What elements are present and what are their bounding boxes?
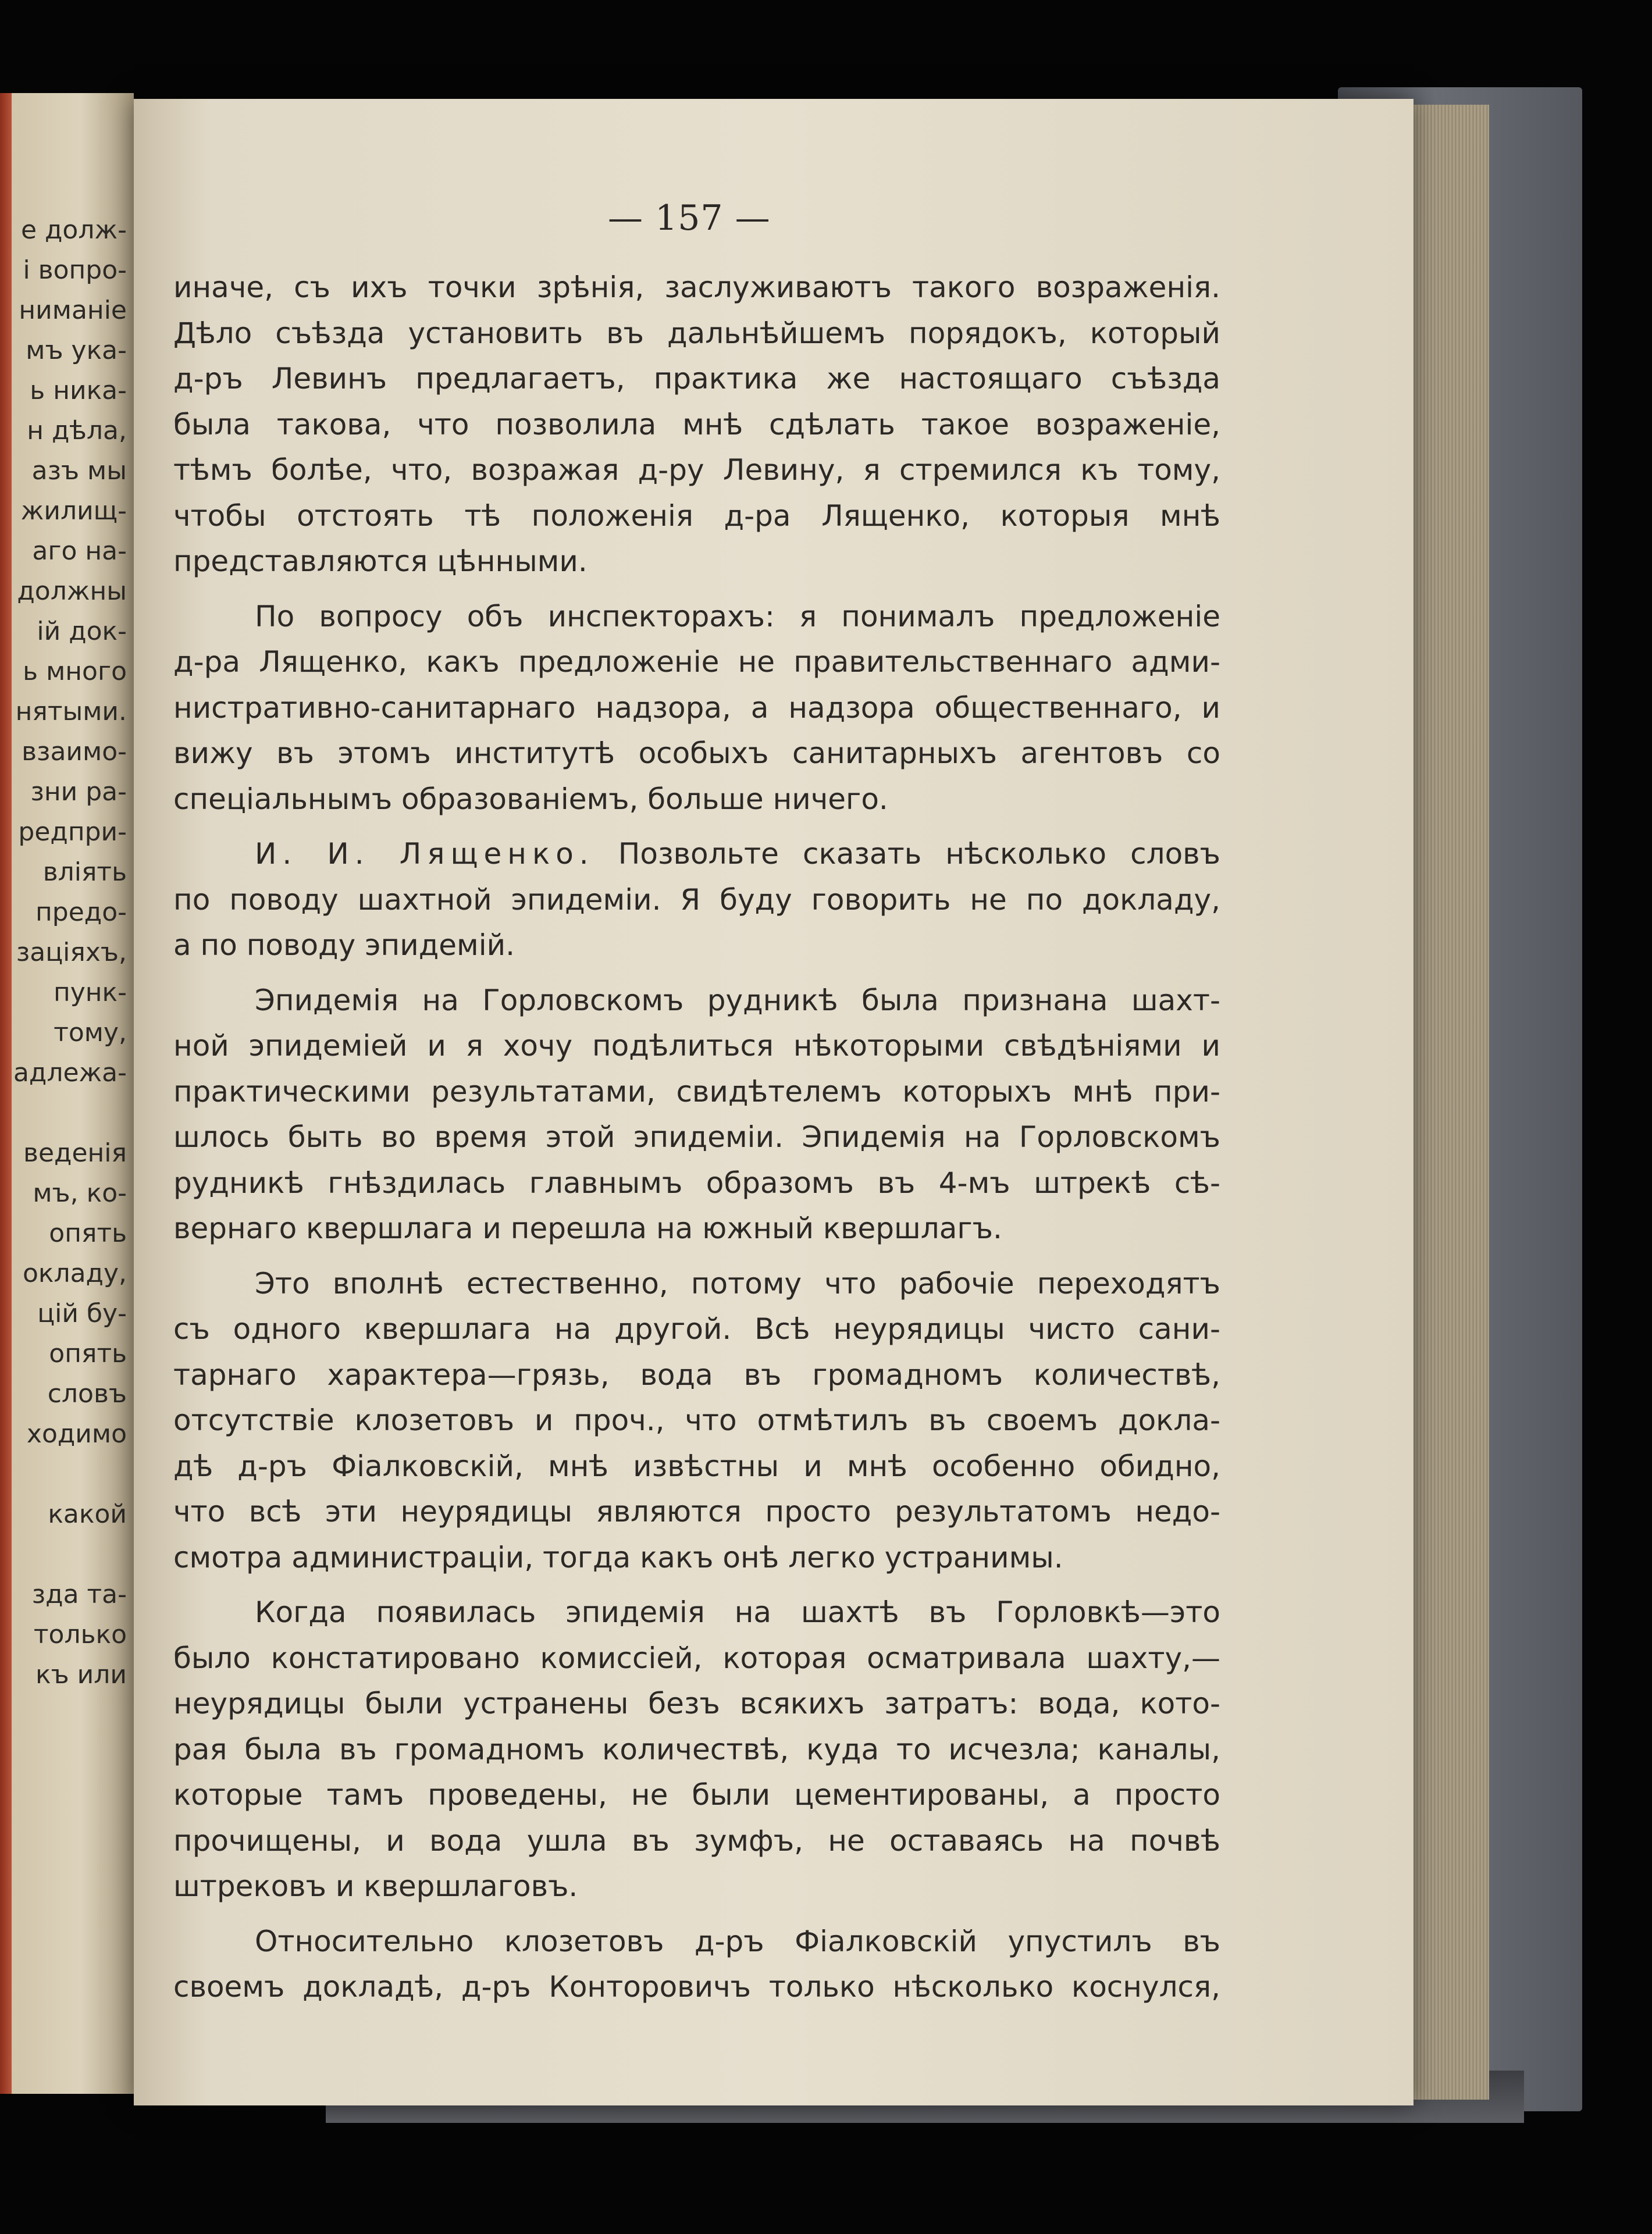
left-page [0, 93, 134, 2094]
left-page-line: къ или [35, 1660, 127, 1690]
left-page-line: адлежа- [13, 1058, 127, 1088]
left-page-line: пунк- [53, 978, 127, 1007]
text-line: рая была въ громадномъ количествѣ, куда то исчезла; каналы, [173, 1732, 1220, 1766]
text-line: Эпидемія на Горловскомъ рудникѣ была признана шахт- [255, 983, 1220, 1017]
left-page-line: е долж- [20, 215, 127, 245]
text-line: д-ръ Левинъ предлагаетъ, практика же настоящаго съѣзда [173, 362, 1220, 396]
paragraph [173, 1261, 1220, 1581]
left-page-line: взаимо- [22, 737, 127, 767]
text-line: нистративно-санитарнаго надзора, а надзора общественнаго, и [173, 690, 1220, 725]
left-page-line: ходимо [26, 1419, 127, 1449]
left-page-line: веденія [23, 1138, 127, 1168]
text-line: Относительно клозетовъ д-ръ Фіалковскій упустилъ въ [255, 1924, 1220, 1958]
text-line: чтобы отстоять тѣ положенія д-ра Лященко, которыя мнѣ [173, 498, 1220, 533]
left-page-line: вліять [42, 857, 127, 887]
text-line: отсутствіе клозетовъ и проч., что отмѣтилъ въ своемъ доклa- [173, 1403, 1220, 1437]
text-line: которые тамъ проведены, не были цементированы, а просто [173, 1778, 1220, 1812]
text-line: по поводу шахтной эпидеміи. Я буду говорить не по докладу, [173, 882, 1220, 917]
text-line: была такова, что позволила мнѣ сдѣлать такое возраженіе, [173, 407, 1220, 441]
text-line: дѣ д-ръ Фіалковскій, мнѣ извѣстны и мнѣ особенно обидно, [173, 1449, 1220, 1483]
paragraph [173, 978, 1220, 1252]
left-page-line: н дѣла, [27, 416, 127, 446]
line-text: Позвольте сказать нѣсколько словъ [618, 837, 1220, 871]
left-page-line: мъ ука- [26, 336, 127, 365]
paragraph [173, 1590, 1220, 1909]
left-page-line: ь ника- [30, 376, 127, 405]
left-page-line: словъ [47, 1379, 127, 1409]
text-line: ной эпидеміей и я хочу подѣлиться нѣкоторыми свѣдѣніями и [173, 1029, 1220, 1063]
text-line: Когда появилась эпидемія на шахтѣ въ Горловкѣ—это [255, 1595, 1220, 1629]
left-page-line: аго на- [32, 536, 127, 566]
text-line: иначе, съ ихъ точки зрѣнія, заслуживаютъ такого возраженія. [173, 270, 1220, 304]
page-text [173, 265, 1220, 2010]
speaker-name: И. И. Лященко. [255, 837, 594, 871]
text-line: д-ра Лященко, какъ предложеніе не правительственнаго адми- [173, 645, 1220, 679]
left-page-line: редпри- [18, 817, 127, 847]
text-line: было констатировано комиссіей, которая осматривала шахту,— [173, 1641, 1220, 1675]
left-page-line: цій бу- [37, 1299, 127, 1328]
text-line: тарнаго характера—грязь, вода въ громадномъ количествѣ, [173, 1357, 1220, 1392]
paragraph [173, 1919, 1220, 2010]
left-page-line: окладу, [22, 1259, 127, 1288]
left-page-line: тому, [54, 1018, 127, 1047]
left-page-line: і вопро- [23, 255, 127, 285]
paragraph [173, 265, 1220, 585]
left-page-line: опять [49, 1218, 127, 1248]
text-line: спеціальнымъ образованіемъ, больше ничего. [173, 782, 888, 816]
left-page-line: мъ, ко- [33, 1178, 127, 1208]
text-line: что всѣ эти неурядицы являются просто результатомъ недо- [173, 1495, 1220, 1528]
left-page-line: ій док- [37, 617, 127, 646]
paragraph [173, 831, 1220, 968]
text-line: а по поводу эпидемій. [173, 928, 515, 962]
text-line [173, 831, 1220, 877]
text-line: вернаго квершлага и перешла на южный квершлагъ. [173, 1212, 1002, 1245]
left-page-line: зда та- [31, 1580, 127, 1609]
text-line: По вопросу объ инспекторахъ: я понималъ предложеніе [255, 599, 1220, 633]
left-page-line: ь много [23, 657, 127, 686]
text-line: Это вполнѣ естественно, потому что рабочіе переходятъ [255, 1266, 1220, 1301]
paragraph [173, 594, 1220, 822]
text-line: штрековъ и квершлаговъ. [173, 1869, 578, 1903]
text-line: своемъ докладѣ, д-ръ Конторовичъ только нѣсколько коснулся, [173, 1970, 1220, 2004]
text-line: вижу въ этомъ институтѣ особыхъ санитарныхъ агентовъ со [173, 736, 1220, 770]
text-line: съ одного квершлага на другой. Всѣ неурядицы чисто сани- [173, 1312, 1220, 1346]
text-line: практическими результатами, свидѣтелемъ которыхъ мнѣ при- [173, 1074, 1220, 1109]
text-line: неурядицы были устранены безъ всякихъ затратъ: вода, кото- [173, 1687, 1220, 1720]
left-page-line: зни ра- [30, 777, 127, 807]
text-line: рудникѣ гнѣздилась главнымъ образомъ въ 4-мъ штрекѣ сѣ- [173, 1166, 1220, 1200]
left-page-line: должны [17, 576, 127, 606]
text-line: смотра администраціи, тогда какъ онѣ легко устранимы. [173, 1540, 1063, 1574]
left-page-edge [0, 93, 12, 2094]
left-page-line: азъ мы [31, 456, 127, 486]
left-page-line: только [33, 1620, 127, 1649]
left-page-line: заціяхъ, [16, 938, 127, 967]
text-line: тѣмъ болѣе, что, возражая д-ру Левину, я стремился къ тому, [173, 453, 1220, 487]
text-line: шлось быть во время этой эпидеміи. Эпидемія на Горловскомъ [173, 1120, 1220, 1154]
left-page-line: предо- [35, 897, 127, 927]
left-page-line: нятыми. [15, 697, 127, 726]
text-line: прочищены, и вода ушла въ зумфъ, не оставаясь на почвѣ [173, 1823, 1220, 1858]
left-page-line: ниманіе [19, 295, 127, 325]
text-line: представляются цѣнными. [173, 544, 588, 578]
left-page-line: опять [49, 1339, 127, 1369]
text-line: Дѣло съѣзда установить въ дальнѣйшемъ порядокъ, который [173, 316, 1220, 350]
left-page-line: какой [48, 1499, 127, 1529]
left-page-line: жилищ- [20, 496, 127, 526]
page-number: — 157 — [608, 198, 771, 238]
